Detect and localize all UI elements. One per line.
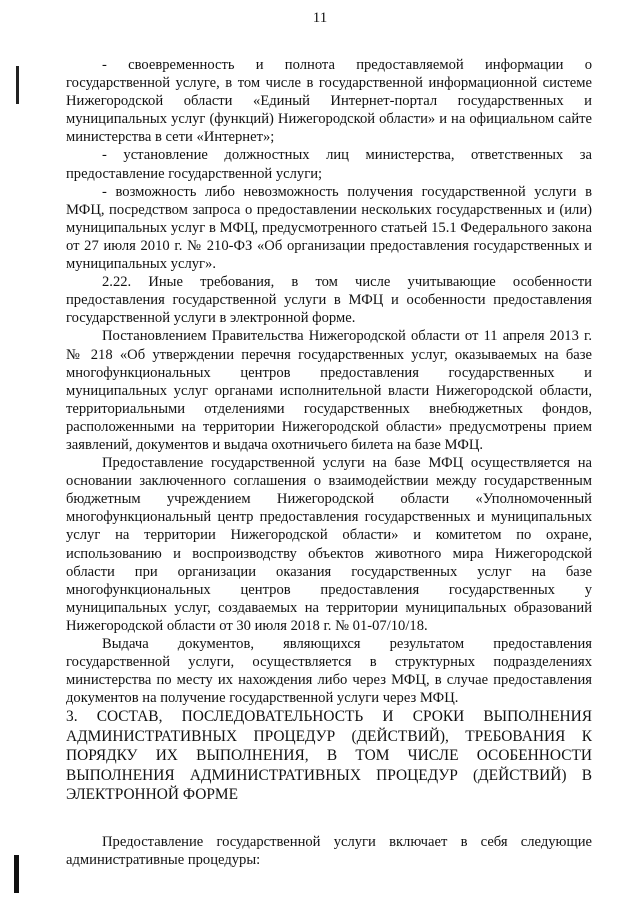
paragraph-mfc-agreement: Предоставление государственной услуги на базе МФЦ осуществляется на основании заключенного соглашения о взаимодействии между государственным бюджетным учреждением Нижегородской области «Уполномоченный многофункциональный центр предоставления государственных и муниципальных услуг на территории Нижегородской области» и комитетом по охране, использованию и воспроизводству объектов животного мира Нижегородской области при организации оказания государственных услуг на базе многофункциональных центров предоставления государственных у муниципальных услуг, создаваемых на территории муниципальных образований Нижегородской области от 30 июля 2018 г. № 01-07/10/18. [66,455,592,634]
paragraph-2-22: 2.22. Иные требования, в том числе учитывающие особенности предоставления государственной услуги в МФЦ и особенности предоставления государственной услуги в электронной форме. [66,274,592,327]
document-body [66,56,592,869]
paragraph-issuance: Выдача документов, являющихся результатом предоставления государственной услуги, осуществляется в структурных подразделениях министерства по месту их нахождения либо через МФЦ, в случае предоставления документов на получение государственной услуги через МФЦ. [66,636,592,707]
scan-margin-mark [16,66,19,104]
page-number: 11 [312,10,328,26]
paragraph-resolution: Постановлением Правительства Нижегородской области от 11 апреля 2013 г. № 218 «Об утверждении перечня государственных услуг, оказываемых на базе многофункциональных центров предоставления государственных и муниципальных услуг органами исполнительной власти Нижегородской области, территориальными отделениями государственных внебюджетных фондов, расположенными на территории Нижегородской области» предусмотрены прием заявлений, документов и выдача охотничьего билета на базе МФЦ. [66,328,592,453]
paragraph-officials: - установление должностных лиц министерства, ответственных за предоставление государственной услуги; [66,147,592,182]
section-heading: 3. СОСТАВ, ПОСЛЕДОВАТЕЛЬНОСТЬ И СРОКИ ВЫПОЛНЕНИЯ АДМИНИСТРАТИВНЫХ ПРОЦЕДУР (ДЕЙСТВИЙ), ТРЕБОВАНИЯ К ПОРЯДКУ ИХ ВЫПОЛНЕНИЯ, В ТОМ ЧИСЛЕ ОСОБЕННОСТИ ВЫПОЛНЕНИЯ АДМИНИСТРАТИВНЫХ ПРОЦЕДУР (ДЕЙСТВИЙ) В ЭЛЕКТРОННОЙ ФОРМЕ [66,708,592,804]
paragraph-procedures-intro: Предоставление государственной услуги включает в себя следующие административные процедуры: [66,833,592,868]
paragraph-timeliness: - своевременность и полнота предоставляемой информации о государственной услуге, в том числе в государственной информационной системе Нижегородской области «Единый Интернет-портал государственных и муниципальных услуг (функций) Нижегородской области» и на официальном сайте министерства в сети «Интернет»; [66,57,592,146]
scan-margin-mark [14,855,19,893]
paragraph-mfc-possibility: - возможность либо невозможность получения государственной услуги в МФЦ, посредством запроса о предоставлении нескольких государственных и (или) муниципальных услуг в МФЦ, предусмотренного статьей 15.1 Федерального закона от 27 июля 2010 г. № 210-ФЗ «Об организации предоставления государственных и муниципальных услуг». [66,183,592,273]
